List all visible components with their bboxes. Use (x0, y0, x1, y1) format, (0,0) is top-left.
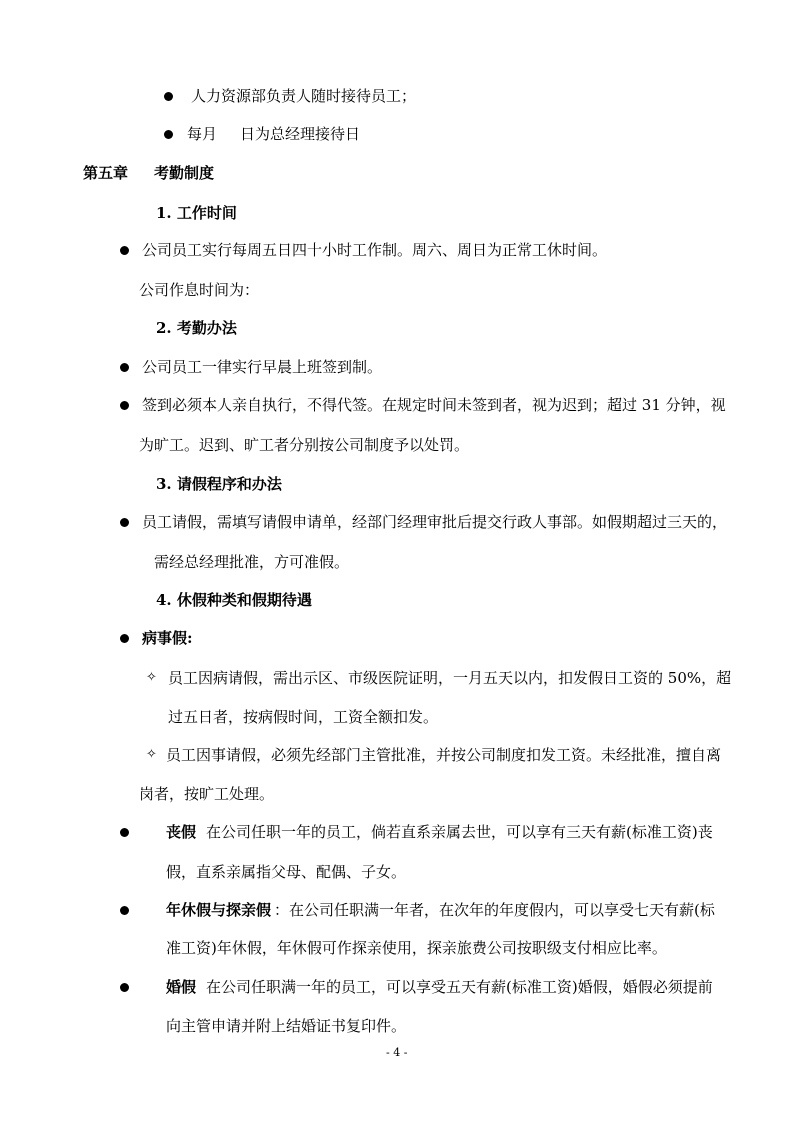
sick-item-1b: 过五日者，按病假时间，工资全额扣发。 (168, 708, 439, 726)
bullet-dot-icon (164, 92, 173, 101)
bullet-dot-icon (120, 363, 129, 372)
intro-bullet-1: 人力资源部负责人随时接待员工； (191, 87, 417, 105)
s3-paragraph-1b: 需经总经理批准，方可准假。 (154, 553, 350, 571)
bullet-dot-icon (120, 246, 129, 255)
marriage-leave-label: 婚假 (166, 978, 197, 996)
bullet-dot-icon (120, 518, 129, 527)
section-heading-3: 3. 请假程序和办法 (156, 475, 282, 493)
annual-leave-text-1: ：在公司任职满一年者，在次年的年度假内，可以享受七天有薪(标 (274, 901, 715, 919)
s3-paragraph-1a: 员工请假，需填写请假申请单，经部门经理审批后提交行政人事部。如假期超过三天的， (142, 513, 728, 531)
section-heading-2: 2. 考勤办法 (156, 319, 237, 337)
annual-leave-label: 年休假与探亲假 (166, 901, 272, 919)
section-heading-1: 1. 工作时间 (156, 204, 237, 222)
funeral-leave-text-2: 假，直系亲属指父母、配偶、子女。 (166, 863, 407, 881)
chapter-number: 第五章 (83, 164, 129, 182)
marriage-leave-text-2: 向主管申请并附上结婚证书复印件。 (166, 1017, 407, 1035)
s2-paragraph-2b: 为旷工。迟到、旷工者分别按公司制度予以处罚。 (139, 436, 470, 454)
bullet-dot-icon (120, 983, 129, 992)
bullet-dot-icon (120, 401, 129, 410)
bullet-dot-icon (164, 130, 173, 139)
s1-paragraph-2: 公司作息时间为： (139, 281, 260, 299)
marriage-leave-text-1: 在公司任职满一年的员工，可以享受五天有薪(标准工资)婚假，婚假必须提前 (206, 978, 713, 996)
sick-item-2b: 岗者，按旷工处理。 (139, 785, 275, 803)
annual-leave-text-2: 准工资)年休假，年休假可作探亲使用，探亲旅费公司按职级支付相应比率。 (166, 939, 667, 957)
s1-paragraph-1: 公司员工实行每周五日四十小时工作制。周六、周日为正常工休时间。 (142, 241, 608, 259)
section-heading-4: 4. 休假种类和假期待遇 (156, 591, 312, 609)
page-number: - 4 - (386, 1046, 408, 1059)
chapter-title: 考勤制度 (154, 164, 215, 182)
funeral-leave-text-1: 在公司任职一年的员工，倘若直系亲属去世，可以享有三天有薪(标准工资)丧 (206, 823, 713, 841)
intro-bullet-2b: 日为总经理接待日 (240, 125, 361, 143)
sick-leave-label: 病事假: (142, 629, 193, 647)
diamond-bullet-icon: ✧ (146, 747, 157, 762)
intro-bullet-2a: 每月 (187, 125, 218, 143)
sick-item-2a: 员工因事请假，必须先经部门主管批准，并按公司制度扣发工资。未经批准，擅自离 (166, 746, 722, 764)
diamond-bullet-icon: ✧ (146, 670, 157, 685)
sick-item-1a: 员工因病请假，需出示区、市级医院证明，一月五天以内，扣发假日工资的 50%，超 (168, 669, 732, 687)
s2-paragraph-2a: 签到必须本人亲自执行，不得代签。在规定时间未签到者，视为迟到；超过 31 分钟，视 (142, 396, 726, 414)
s2-paragraph-1: 公司员工一律实行早晨上班签到制。 (142, 358, 383, 376)
bullet-dot-icon (120, 634, 129, 643)
bullet-dot-icon (120, 906, 129, 915)
bullet-dot-icon (120, 828, 129, 837)
funeral-leave-label: 丧假 (166, 823, 197, 841)
